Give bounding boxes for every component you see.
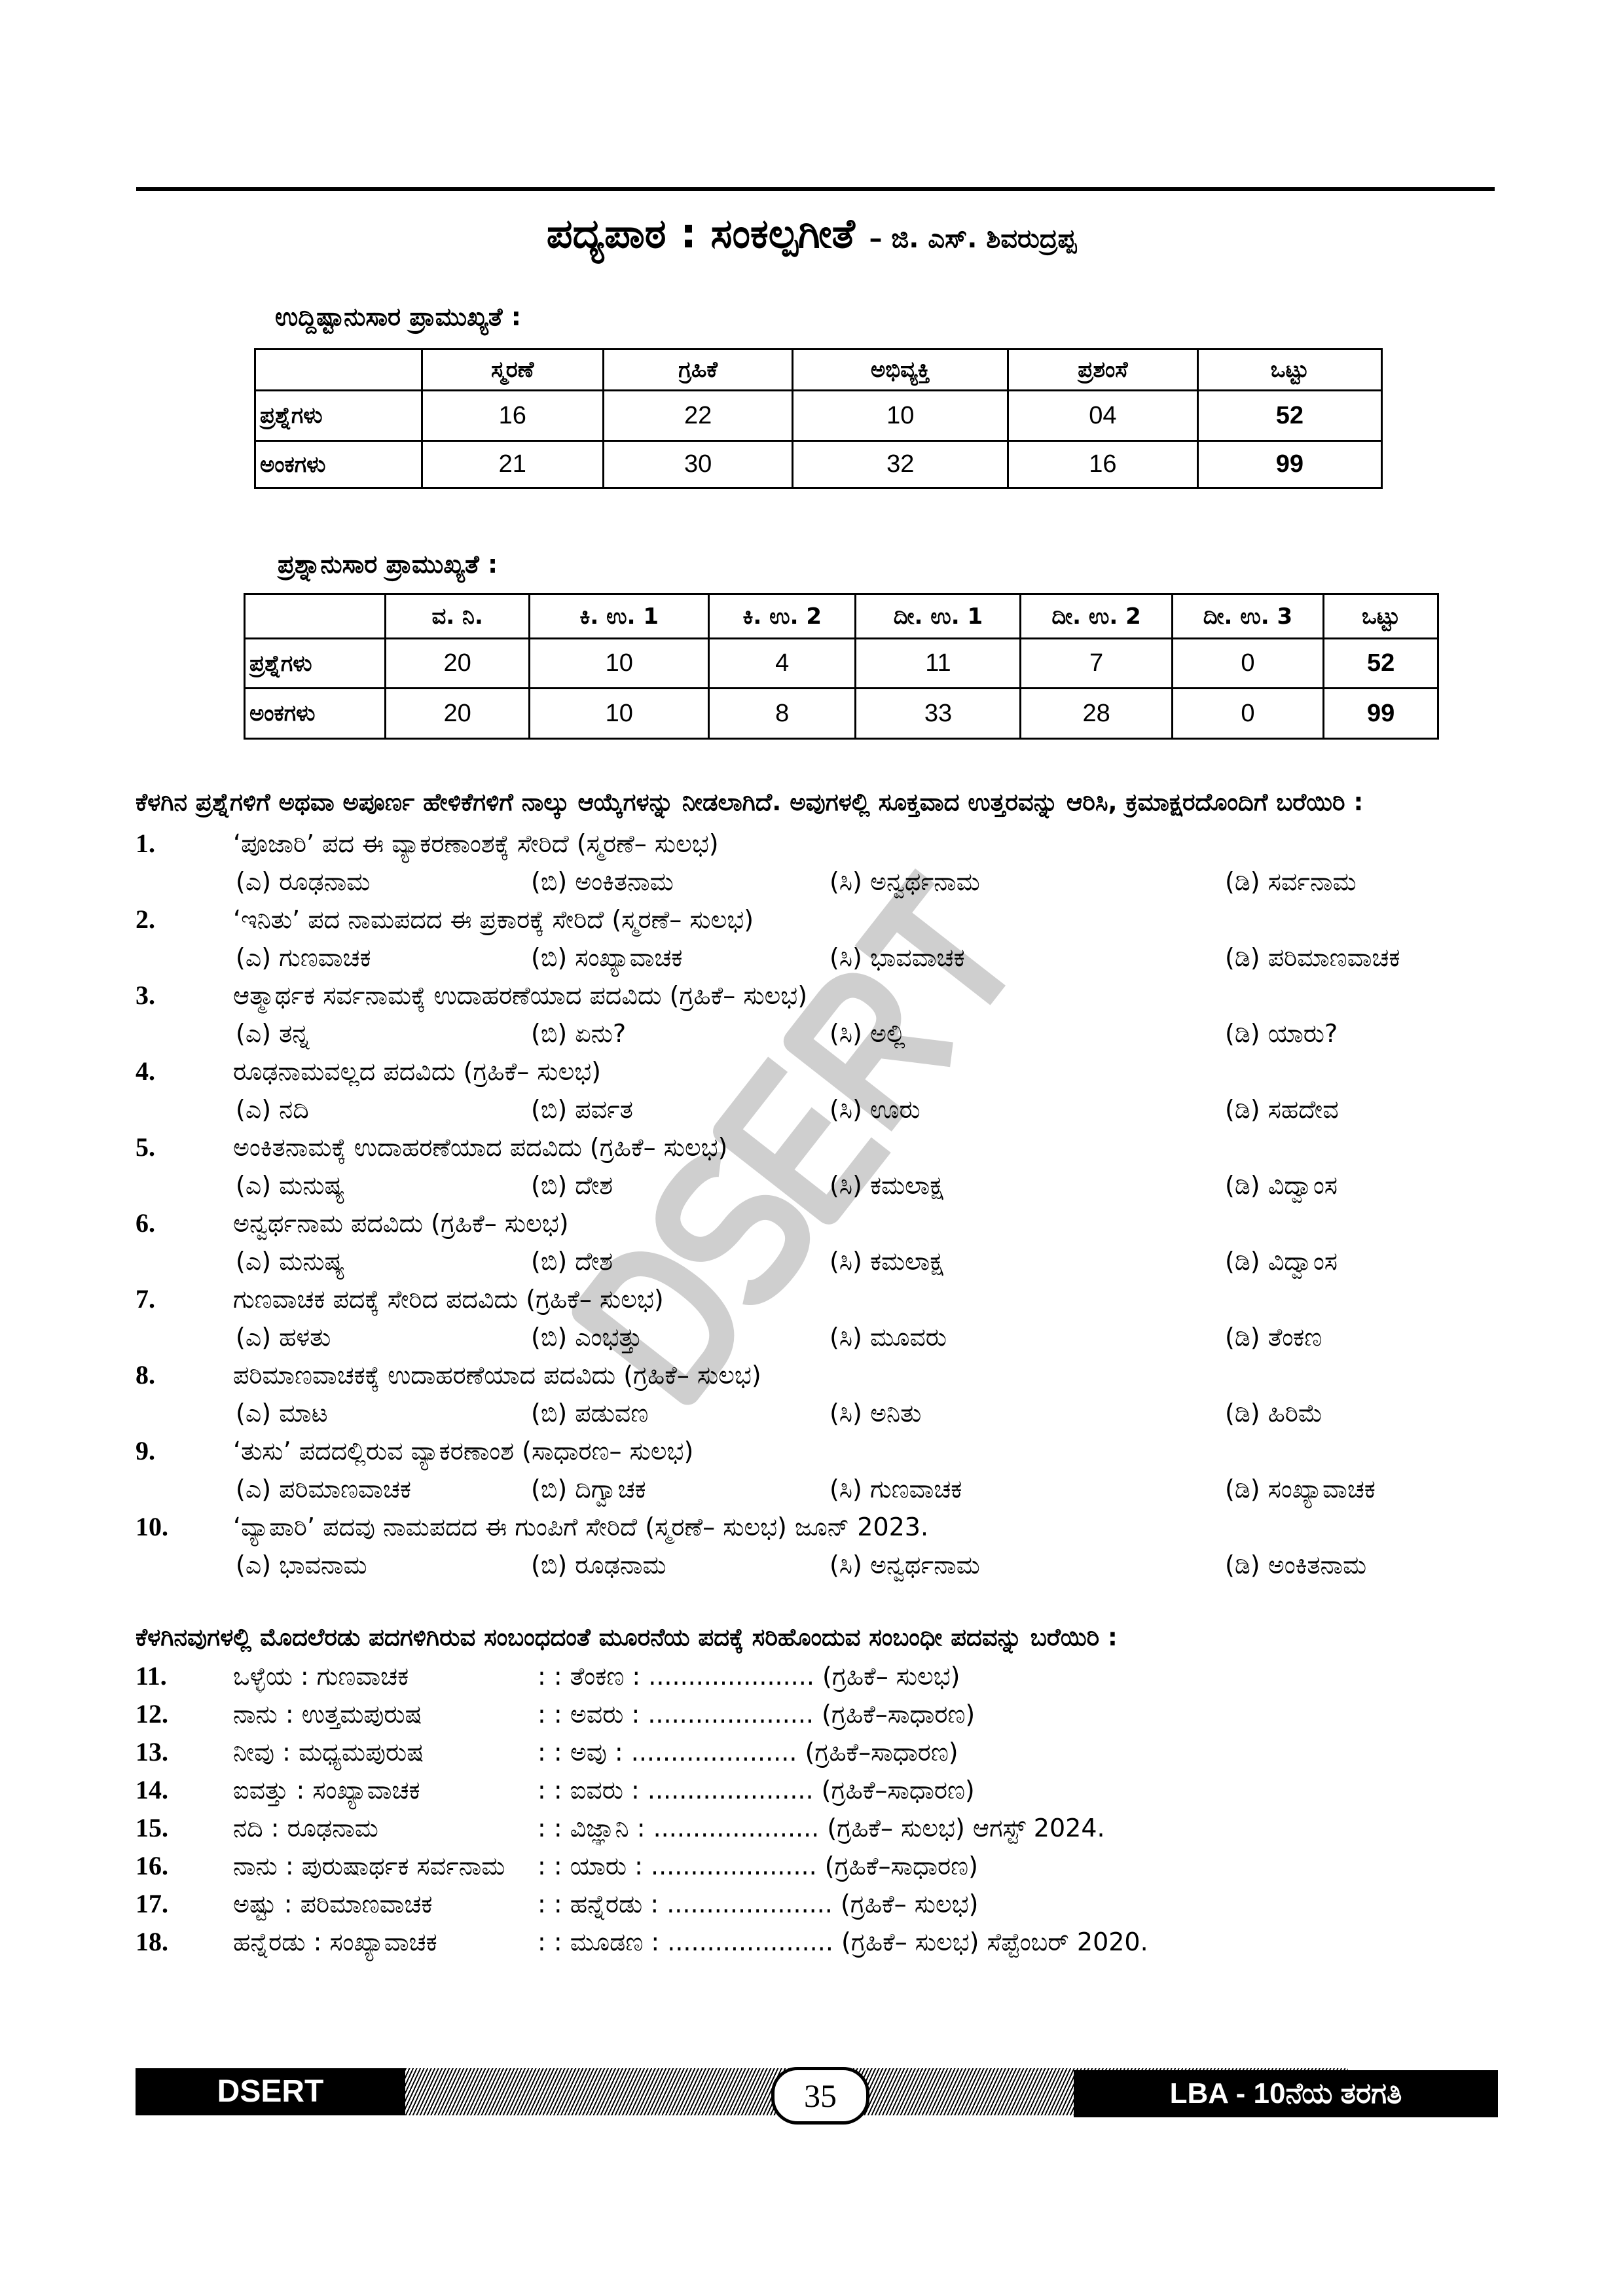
pair-item [136,1771,1495,1809]
pair-left: ಅಷ್ಟು : ಪರಿಮಾಣವಾಚಕ [233,1890,433,1918]
option-label: (ಡಿ) [1225,1171,1260,1200]
question-number: 3. [136,980,155,1010]
pair-left: ನೀವು : ಮಧ್ಯಮಪುರುಷ [233,1738,424,1767]
option-label: (ಎ) [236,1247,272,1276]
row-label: ಅಂಕಗಳು [245,689,386,739]
question-number: 2. [136,905,155,934]
question-number: 6. [136,1208,155,1238]
option-text: ಕಮಲಾಕ್ಷ [869,1247,943,1276]
pair-left: ನಾನು : ಪುರುಷಾರ್ಥಕ ಸರ್ವನಾಮ [233,1852,505,1880]
question-line [136,1280,1495,1318]
option-text: ಸಂಖ್ಯಾವಾಚಕ [575,943,683,972]
pair-number: 15. [136,1813,168,1842]
option-text: ದಿಗ್ವಾಚಕ [575,1475,646,1503]
option [1225,863,1495,901]
option-label: (ಎ) [236,1323,272,1352]
table2-heading: ಪ್ರಶ್ನಾನುಸಾರ ಪ್ರಾಮುಖ್ಯತೆ : [278,550,498,579]
page-title [0,209,1623,258]
table-header-row [245,594,1438,639]
pair-item [136,1847,1495,1885]
table-cell: 8 [708,689,856,739]
lesson-title: ಪದ್ಯಪಾಠ : ಸಂಕಲ್ಪಗೀತೆ [546,209,855,257]
option-label: (ಬಿ) [531,1323,568,1352]
table-cell: 20 [385,639,530,689]
option-text: ವಿದ್ವಾಂಸ [1267,1247,1338,1276]
option-label: (ಎ) [236,943,272,972]
option [236,863,531,901]
question-line [136,1356,1495,1394]
option [1225,1090,1495,1128]
question-text: ಪರಿಮಾಣವಾಚಕಕ್ಕೆ ಉದಾಹರಣೆಯಾದ ಪದವಿದು (ಗ್ರಹಿಕೆ– ಸುಲಭ) [233,1361,761,1390]
option-label: (ಬಿ) [531,1171,568,1200]
table-row [255,441,1382,488]
option-text: ಅನಿತು [869,1399,922,1427]
option [531,1394,830,1432]
pair-item [136,1695,1495,1733]
option-label: (ಎ) [236,1475,272,1503]
option-label: (ಡಿ) [1225,867,1260,896]
option-text: ಸಂಖ್ಯಾವಾಚಕ [1267,1475,1376,1503]
option [236,1242,531,1280]
pair-left: ಹನ್ನೆರಡು : ಸಂಖ್ಯಾವಾಚಕ [233,1928,437,1956]
question-number: 1. [136,829,155,858]
option [1225,1242,1495,1280]
row-label: ಅಂಕಗಳು [255,441,422,488]
option [531,1166,830,1204]
option [830,863,1225,901]
total-cell: 52 [1324,639,1438,689]
option-text: ತೆಂಕಣ [1267,1323,1322,1352]
option-text: ಏನು? [575,1019,627,1048]
option-label: (ಎ) [236,1551,272,1579]
option [830,1546,1225,1584]
option-text: ಅಂಕಿತನಾಮ [575,867,674,896]
pair-number: 16. [136,1851,168,1880]
table-cell: 30 [604,441,793,488]
option-text: ಹಿರಿಮೆ [1267,1399,1323,1427]
option [830,1318,1225,1356]
column-header: ಒಟ್ಟು [1197,350,1381,391]
total-cell: 99 [1197,441,1381,488]
pair-right: : : ಯಾರು : ..................... (ಗ್ರಹಿಕೆ–ಸಾಧಾರಣ) [538,1852,978,1880]
option-text: ಸಹದೇವ [1267,1095,1339,1124]
option [236,1014,531,1052]
option-text: ದೇಶ [575,1171,613,1200]
option-label: (ಡಿ) [1225,943,1260,972]
option-text: ಮನುಷ್ಯ [279,1247,345,1276]
table-cell: 10 [530,689,709,739]
pair-item [136,1923,1495,1961]
option-label: (ಎ) [236,1399,272,1427]
table-cell: 22 [604,391,793,441]
column-header: ದೀ. ಉ. 1 [856,594,1021,639]
options-line [136,863,1495,901]
table-cell: 0 [1172,689,1323,739]
option [1225,1470,1495,1508]
row-label: ಪ್ರಶ್ನೆಗಳು [255,391,422,441]
table-row [255,391,1382,441]
question-number: 7. [136,1284,155,1314]
options-line [136,1546,1495,1584]
option-label: (ಸಿ) [830,1171,862,1200]
option-label: (ಬಿ) [531,1095,568,1124]
option [830,1014,1225,1052]
objective-weightage-table [254,348,1383,489]
option-label: (ಸಿ) [830,1019,862,1048]
options-line [136,1166,1495,1204]
option [830,1394,1225,1432]
option-text: ಅಲ್ಲಿ [869,1019,905,1048]
option-label: (ಸಿ) [830,867,862,896]
option [531,863,830,901]
pair-text [233,1695,1495,1733]
table-cell: 21 [422,441,603,488]
option-text: ಸರ್ವನಾಮ [1267,867,1357,896]
options-line [136,1394,1495,1432]
options-line [136,1090,1495,1128]
option [236,1318,531,1356]
option [1225,1166,1495,1204]
column-header: ಸ್ಮರಣೆ [422,350,603,391]
pairs-list [136,1657,1495,1961]
questions-section [136,783,1495,1961]
option-text: ಗುಣವಾಚಕ [869,1475,962,1503]
option-text: ಪರಿಮಾಣವಾಚಕ [279,1475,411,1503]
pair-number: 13. [136,1737,168,1767]
option-label: (ಬಿ) [531,943,568,972]
question-line [136,1432,1495,1470]
column-header: ಕಿ. ಉ. 2 [708,594,856,639]
question-text: ರೂಢನಾಮವಲ್ಲದ ಪದವಿದು (ಗ್ರಹಿಕೆ– ಸುಲಭ) [233,1057,601,1086]
pair-text [233,1733,1495,1771]
pair-number: 12. [136,1699,168,1729]
pair-right: : : ಅವು : ..................... (ಗ್ರಹಿಕೆ–ಸಾಧಾರಣ) [538,1738,958,1767]
option-text: ಮೂವರು [869,1323,947,1352]
top-rule [136,187,1495,191]
option-text: ರೂಢನಾಮ [575,1551,666,1579]
option-text: ಗುಣವಾಚಕ [279,943,371,972]
pair-number: 18. [136,1927,168,1956]
option [1225,1546,1495,1584]
option [531,1318,830,1356]
option [236,1394,531,1432]
option-label: (ಡಿ) [1225,1399,1260,1427]
option-text: ಅಂಕಿತನಾಮ [1267,1551,1367,1579]
options-line [136,1014,1495,1052]
option [531,1546,830,1584]
option [236,1090,531,1128]
table-cell: 7 [1021,639,1172,689]
question-text: ಆತ್ಮಾರ್ಥಕ ಸರ್ವನಾಮಕ್ಕೆ ಉದಾಹರಣೆಯಾದ ಪದವಿದು (ಗ್ರಹಿಕೆ– ಸುಲಭ) [233,981,808,1010]
column-header [245,594,386,639]
option-label: (ಎ) [236,1019,272,1048]
option-label: (ಬಿ) [531,1475,568,1503]
table-cell: 33 [856,689,1021,739]
table-cell: 0 [1172,639,1323,689]
option-text: ಮಾಟ [279,1399,328,1427]
pair-left: ಐವತ್ತು : ಸಂಖ್ಯಾವಾಚಕ [233,1776,420,1804]
question-text: ಅಂಕಿತನಾಮಕ್ಕೆ ಉದಾಹರಣೆಯಾದ ಪದವಿದು (ಗ್ರಹಿಕೆ– ಸುಲಭ) [233,1133,728,1162]
row-label: ಪ್ರಶ್ನೆಗಳು [245,639,386,689]
option-label: (ಬಿ) [531,1551,568,1579]
question-text: ‘ಪೂಜಾರಿ’ ಪದ ಈ ವ್ಯಾಕರಣಾಂಶಕ್ಕೆ ಸೇರಿದೆ (ಸ್ಮರಣೆ– ಸುಲಭ) [233,829,719,858]
question-text: ‘ಇನಿತು’ ಪದ ನಾಮಪದದ ಈ ಪ್ರಕಾರಕ್ಕೆ ಸೇರಿದೆ (ಸ್ಮರಣೆ– ಸುಲಭ) [233,905,754,934]
question-number: 5. [136,1132,155,1162]
footer-brand: DSERT [136,2068,405,2115]
option-label: (ಸಿ) [830,943,862,972]
column-header: ಅಭಿವ್ಯಕ್ತಿ [793,350,1008,391]
pair-right: : : ಹನ್ನೆರಡು : ..................... (ಗ್ರಹಿಕೆ– ಸುಲಭ) [538,1890,979,1918]
option [531,1014,830,1052]
option [830,1166,1225,1204]
pair-left: ನಾನು : ಉತ್ತಮಪುರುಷ [233,1700,422,1729]
options-line [136,1318,1495,1356]
option-text: ದೇಶ [575,1247,613,1276]
table-cell: 10 [793,391,1008,441]
option-text: ಅನ್ವರ್ಥನಾಮ [869,1551,980,1579]
mcq-instruction: ಕೆಳಗಿನ ಪ್ರಶ್ನೆಗಳಿಗೆ ಅಥವಾ ಅಪೂರ್ಣ ಹೇಳಿಕೆಗಳಿಗೆ ನಾಲ್ಕು ಆಯ್ಕೆಗಳನ್ನು ನೀಡಲಾಗಿದೆ. ಅವುಗಳಲ್ಲಿ ಸೂಕ್ತವಾದ ಉತ್ತರವನ್ನು ಆರಿಸಿ, ಕ್ರಮಾಕ್ಷರದೊಂದಿಗೆ ಬರೆಯಿರಿ : [136,788,1364,816]
pair-number: 17. [136,1889,168,1918]
question-number: 4. [136,1056,155,1086]
pair-left: ಒಳ್ಳೆಯ : ಗುಣವಾಚಕ [233,1662,409,1691]
option [1225,1394,1495,1432]
pair-item [136,1657,1495,1695]
option-label: (ಬಿ) [531,867,568,896]
question-line [136,901,1495,939]
column-header: ಒಟ್ಟು [1324,594,1438,639]
option-text: ಯಾರು? [1267,1019,1338,1048]
options-line [136,1470,1495,1508]
table-cell: 20 [385,689,530,739]
question-line [136,1052,1495,1090]
option-label: (ಎ) [236,1095,272,1124]
question-line [136,977,1495,1014]
options-line [136,1242,1495,1280]
pair-number: 14. [136,1775,168,1804]
question-text: ‘ವ್ಯಾಪಾರಿ’ ಪದವು ನಾಮಪದದ ಈ ಗುಂಪಿಗೆ ಸೇರಿದೆ (ಸ್ಮರಣೆ– ಸುಲಭ) ಜೂನ್ 2023. [233,1513,929,1541]
pair-text [233,1847,1495,1885]
option [1225,1318,1495,1356]
pair-text [233,1771,1495,1809]
option [830,1090,1225,1128]
option-label: (ಡಿ) [1225,1323,1260,1352]
pairs-instruction: ಕೆಳಗಿನವುಗಳಲ್ಲಿ ಮೊದಲೆರಡು ಪದಗಳಿಗಿರುವ ಸಂಬಂಧದಂತೆ ಮೂರನೆಯ ಪದಕ್ಕೆ ಸರಿಹೊಂದುವ ಸಂಬಂಧೀ ಪದವನ್ನು ಬರೆಯಿರಿ : [136,1623,1118,1651]
option-text: ಅನ್ವರ್ಥನಾಮ [869,867,980,896]
option [531,1470,830,1508]
question-line [136,1508,1495,1546]
option [830,1470,1225,1508]
option-label: (ಬಿ) [531,1019,568,1048]
author: – ಜಿ. ಎಸ್. ಶಿವರುದ್ರಪ್ಪ [869,224,1077,254]
option [1225,1014,1495,1052]
table-cell: 04 [1008,391,1197,441]
option-label: (ಡಿ) [1225,1551,1260,1579]
table-cell: 11 [856,639,1021,689]
pair-right: : : ತೆಂಕಣ : ..................... (ಗ್ರಹಿಕೆ– ಸುಲಭ) [538,1662,960,1691]
option [830,1242,1225,1280]
question-number: 10. [136,1512,168,1541]
option-label: (ಸಿ) [830,1323,862,1352]
table-cell: 16 [1008,441,1197,488]
question-text: ಗುಣವಾಚಕ ಪದಕ್ಕೆ ಸೇರಿದ ಪದವಿದು (ಗ್ರಹಿಕೆ– ಸುಲಭ) [233,1285,664,1314]
option-text: ಪಡುವಣ [575,1399,649,1427]
mcq-list [136,825,1495,1584]
footer-class-label: LBA - 10ನೆಯ ತರಗತಿ [1074,2070,1498,2117]
column-header: ವ. ನಿ. [385,594,530,639]
table-cell: 28 [1021,689,1172,739]
table-cell: 32 [793,441,1008,488]
option-text: ಊರು [869,1095,921,1124]
table-row [245,639,1438,689]
option-text: ವಿದ್ವಾಂಸ [1267,1171,1338,1200]
column-header [255,350,422,391]
option [236,1546,531,1584]
options-line [136,939,1495,977]
option [531,939,830,977]
option-label: (ಸಿ) [830,1475,862,1503]
option-label: (ಬಿ) [531,1247,568,1276]
option-label: (ಸಿ) [830,1399,862,1427]
option-text: ತನ್ನ [279,1019,310,1048]
question-text: ‘ತುಸು’ ಪದದಲ್ಲಿರುವ ವ್ಯಾಕರಣಾಂಶ (ಸಾಧಾರಣ– ಸುಲಭ) [233,1437,694,1465]
pair-text [233,1885,1495,1923]
option-label: (ಎ) [236,867,272,896]
option-text: ಭಾವವಾಚಕ [869,943,965,972]
pair-number: 11. [136,1661,167,1691]
pair-text [233,1923,1495,1961]
option [1225,939,1495,977]
pair-right: : : ಮೂಡಣ : ..................... (ಗ್ರಹಿಕೆ– ಸುಲಭ) ಸೆಪ್ಟೆಂಬರ್ 2020. [538,1928,1148,1956]
option [236,1470,531,1508]
table-row [245,689,1438,739]
pair-right: : : ಐವರು : ..................... (ಗ್ರಹಿಕೆ–ಸಾಧಾರಣ) [538,1776,975,1804]
option-text: ಎಂಭತ್ತು [575,1323,642,1352]
question-line [136,825,1495,863]
option-label: (ಡಿ) [1225,1247,1260,1276]
table-cell: 4 [708,639,856,689]
option-text: ಪರಿಮಾಣವಾಚಕ [1267,943,1400,972]
option-label: (ಡಿ) [1225,1019,1260,1048]
column-header: ಪ್ರಶಂಸೆ [1008,350,1197,391]
column-header: ಕಿ. ಉ. 1 [530,594,709,639]
option-label: (ಸಿ) [830,1095,862,1124]
option [830,939,1225,977]
column-header: ಗ್ರಹಿಕೆ [604,350,793,391]
option [531,1242,830,1280]
column-header: ದೀ. ಉ. 3 [1172,594,1323,639]
pair-item [136,1809,1495,1847]
pair-right: : : ಅವರು : ..................... (ಗ್ರಹಿಕೆ–ಸಾಧಾರಣ) [538,1700,976,1729]
page-number: 35 [771,2067,869,2125]
table-cell: 16 [422,391,603,441]
pair-text [233,1809,1495,1847]
option-text: ರೂಢನಾಮ [279,867,371,896]
table1-heading: ಉದ್ದಿಷ್ಟಾನುಸಾರ ಪ್ರಾಮುಖ್ಯತೆ : [275,302,521,331]
table-cell: 10 [530,639,709,689]
question-number: 9. [136,1436,155,1465]
option-label: (ಸಿ) [830,1551,862,1579]
question-number: 8. [136,1360,155,1390]
pair-left: ನದಿ : ರೂಢನಾಮ [233,1814,378,1842]
option-text: ಕಮಲಾಕ್ಷ [869,1171,943,1200]
option [236,939,531,977]
column-header: ದೀ. ಉ. 2 [1021,594,1172,639]
question-line [136,1128,1495,1166]
option [531,1090,830,1128]
option-label: (ಡಿ) [1225,1475,1260,1503]
option-text: ಮನುಷ್ಯ [279,1171,345,1200]
total-cell: 52 [1197,391,1381,441]
option-label: (ಬಿ) [531,1399,568,1427]
pair-text [233,1657,1495,1695]
option-label: (ಸಿ) [830,1247,862,1276]
pair-right: : : ವಿಜ್ಞಾನಿ : ..................... (ಗ್ರಹಿಕೆ– ಸುಲಭ) ಆಗಸ್ಟ್ 2024. [538,1814,1105,1842]
option-label: (ಎ) [236,1171,272,1200]
option-label: (ಡಿ) [1225,1095,1260,1124]
question-line [136,1204,1495,1242]
option-text: ಭಾವನಾಮ [279,1551,367,1579]
option-text: ನದಿ [279,1095,309,1124]
table-header-row [255,350,1382,391]
question-type-weightage-table [244,593,1439,740]
pair-item [136,1885,1495,1923]
option-text: ಪರ್ವತ [575,1095,633,1124]
option-text: ಹಳತು [279,1323,331,1352]
total-cell: 99 [1324,689,1438,739]
option [236,1166,531,1204]
question-text: ಅನ್ವರ್ಥನಾಮ ಪದವಿದು (ಗ್ರಹಿಕೆ– ಸುಲಭ) [233,1209,569,1238]
pair-item [136,1733,1495,1771]
